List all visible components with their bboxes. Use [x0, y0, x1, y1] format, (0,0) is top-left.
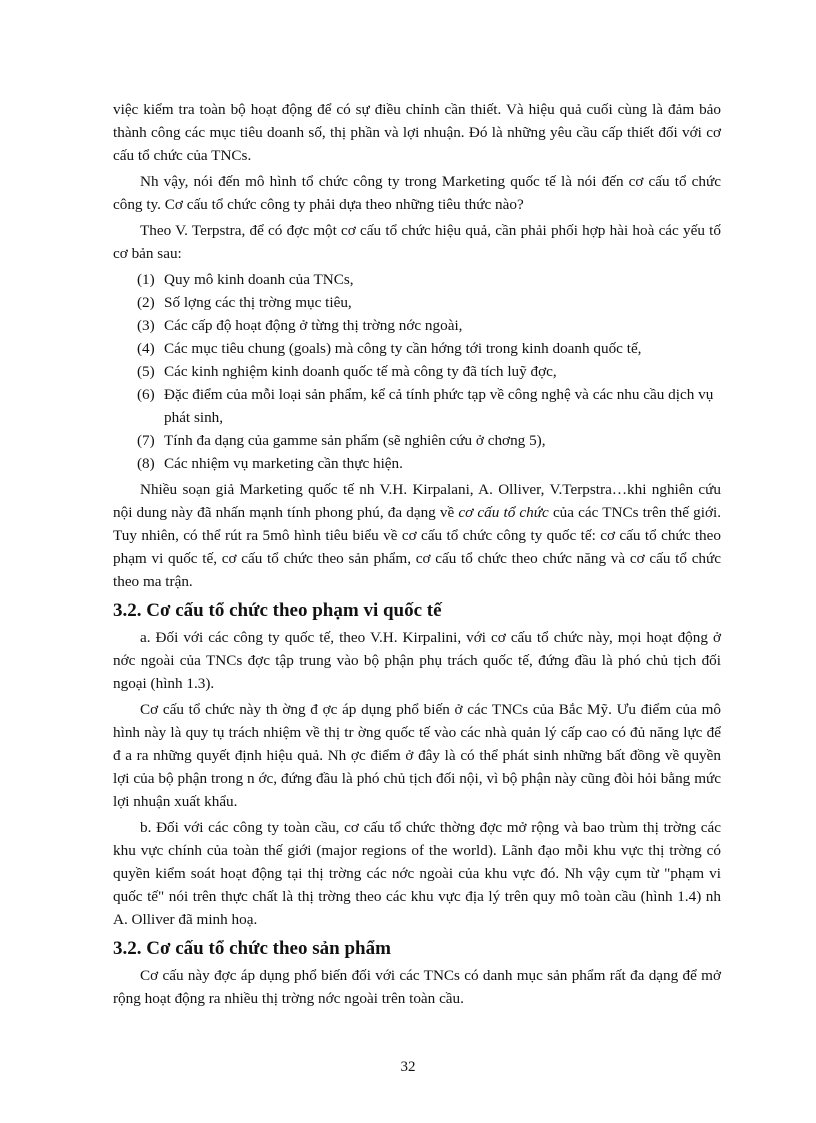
- body-paragraph: [113, 478, 721, 593]
- section-heading: 3.2. Cơ cấu tổ chức theo phạm vi quốc tế: [113, 600, 442, 621]
- list-item: [113, 360, 721, 383]
- list-item-text: Quy mô kinh doanh của TNCs,: [164, 271, 354, 288]
- list-item-text: Đặc điểm của mỗi loại sản phẩm, kể cả tính phức tạp về công nghệ và các nhu cầu dịch vụ phát sinh,: [164, 386, 714, 426]
- list-item-text: Tính đa dạng của gamme sản phẩm (sẽ nghiên cứu ở chơng 5),: [164, 432, 546, 449]
- list-item: [113, 452, 721, 475]
- body-paragraph: việc kiểm tra toàn bộ hoạt động để có sự điều chỉnh cần thiết. Và hiệu quả cuối cùng là đảm bảo thành công các mục tiêu doanh số, thị phần và lợi nhuận. Đó là những yêu cầu cấp thiết đối với cơ cấu tổ chức của TNCs.: [113, 101, 721, 164]
- list-item-number: (3): [137, 317, 155, 334]
- paragraph-text: của các TNCs trên thế giới. Tuy nhiên, có thể rút ra 5mô hình tiêu biểu về cơ cấu tổ chức công ty quốc tế: cơ cấu tổ chức theo phạm vi quốc tế, cơ cấu tổ chức theo sản phẩm, cơ cấu tổ chức theo chức năng và cơ cấu tổ chức theo ma trận.: [113, 504, 721, 590]
- list-item-number: (6): [137, 386, 155, 403]
- page-number: 32: [400, 1059, 416, 1075]
- factor-list: [113, 268, 721, 475]
- list-item-text: Các nhiệm vụ marketing cần thực hiện.: [164, 455, 403, 472]
- list-item: [113, 337, 721, 360]
- body-paragraph: Theo V. Terpstra, để có đợc một cơ cấu tổ chức hiệu quả, cần phải phối hợp hài hoà các yếu tố cơ bản sau:: [113, 222, 721, 262]
- list-item-text: Các kinh nghiệm kinh doanh quốc tế mà công ty đã tích luỹ đợc,: [164, 363, 557, 380]
- list-item-text: Các cấp độ hoạt động ở từng thị trờng nớc ngoài,: [164, 317, 463, 334]
- paragraph-text: Nhiều soạn giả Marketing quốc tế nh V.H. Kirpalani, A. Olliver, V.Terpstra…khi nghiên cứu nội dung này đã nhấn mạnh tính phong phú, đa dạng về: [113, 481, 721, 521]
- list-item-number: (4): [137, 340, 155, 357]
- body-paragraph: Cơ cấu này đợc áp dụng phổ biến đối với các TNCs có danh mục sản phẩm rất đa dạng để mở rộng hoạt động ra nhiều thị trờng nớc ngoài trên toàn cầu.: [113, 967, 721, 1007]
- body-paragraph: Cơ cấu tổ chức này th ờng đ ợc áp dụng phổ biến ở các TNCs của Bắc Mỹ. Ưu điểm của mô hình này là quy tụ trách nhiệm về thị tr ờng quốc tế vào các nhà quản lý cấp cao có đủ năng lực để đ a ra những quyết định hiệu quả. Nh ợc điểm ở đây là có thể phát sinh những bất đồng về quyền lợi của bộ phận trong n ớc, đứng đầu là phó chủ tịch đối nội, vì bộ phận này cũng đòi hỏi bằng mức lợi nhuận xuất khẩu.: [113, 701, 721, 810]
- list-item-number: (5): [137, 363, 155, 380]
- emphasis-text: cơ cấu tổ chức: [458, 504, 549, 521]
- list-item-text: Các mục tiêu chung (goals) mà công ty cần hớng tới trong kinh doanh quốc tế,: [164, 340, 642, 357]
- body-paragraph: Nh vậy, nói đến mô hình tổ chức công ty trong Marketing quốc tế là nói đến cơ cấu tổ chức công ty. Cơ cấu tổ chức công ty phải dựa theo những tiêu thức nào?: [113, 173, 721, 213]
- section-heading: 3.2. Cơ cấu tổ chức theo sản phẩm: [113, 938, 391, 959]
- page-content: [113, 98, 721, 1010]
- list-item-number: (2): [137, 294, 155, 311]
- list-item: [113, 291, 721, 314]
- list-item: [113, 314, 721, 337]
- list-item: [113, 268, 721, 291]
- body-paragraph: b. Đối với các công ty toàn cầu, cơ cấu tổ chức thờng đợc mở rộng và bao trùm thị trờng các khu vực chính của toàn thế giới (major regions of the world). Lãnh đạo mỗi khu vực thị trờng có quyền kiểm soát hoạt động tại thị trờng các nớc ngoài của khu vực đó. Nh vậy cụm từ "phạm vi quốc tế" nói trên thực chất là thị trờng theo các khu vực địa lý trên quy mô toàn cầu (hình 1.4) nh A. Olliver đã minh hoạ.: [113, 819, 721, 928]
- list-item-text: Số lợng các thị trờng mục tiêu,: [164, 294, 352, 311]
- body-paragraph: a. Đối với các công ty quốc tế, theo V.H. Kirpalini, với cơ cấu tổ chức này, mọi hoạt động ở nớc ngoài của TNCs đợc tập trung vào bộ phận phụ trách quốc tế, đứng đầu là phó chủ tịch đối ngoại (hình 1.3).: [113, 629, 721, 692]
- list-item-number: (7): [137, 432, 155, 449]
- list-item-number: (8): [137, 455, 155, 472]
- list-item-number: (1): [137, 271, 155, 288]
- list-item: [113, 383, 721, 429]
- list-item: [113, 429, 721, 452]
